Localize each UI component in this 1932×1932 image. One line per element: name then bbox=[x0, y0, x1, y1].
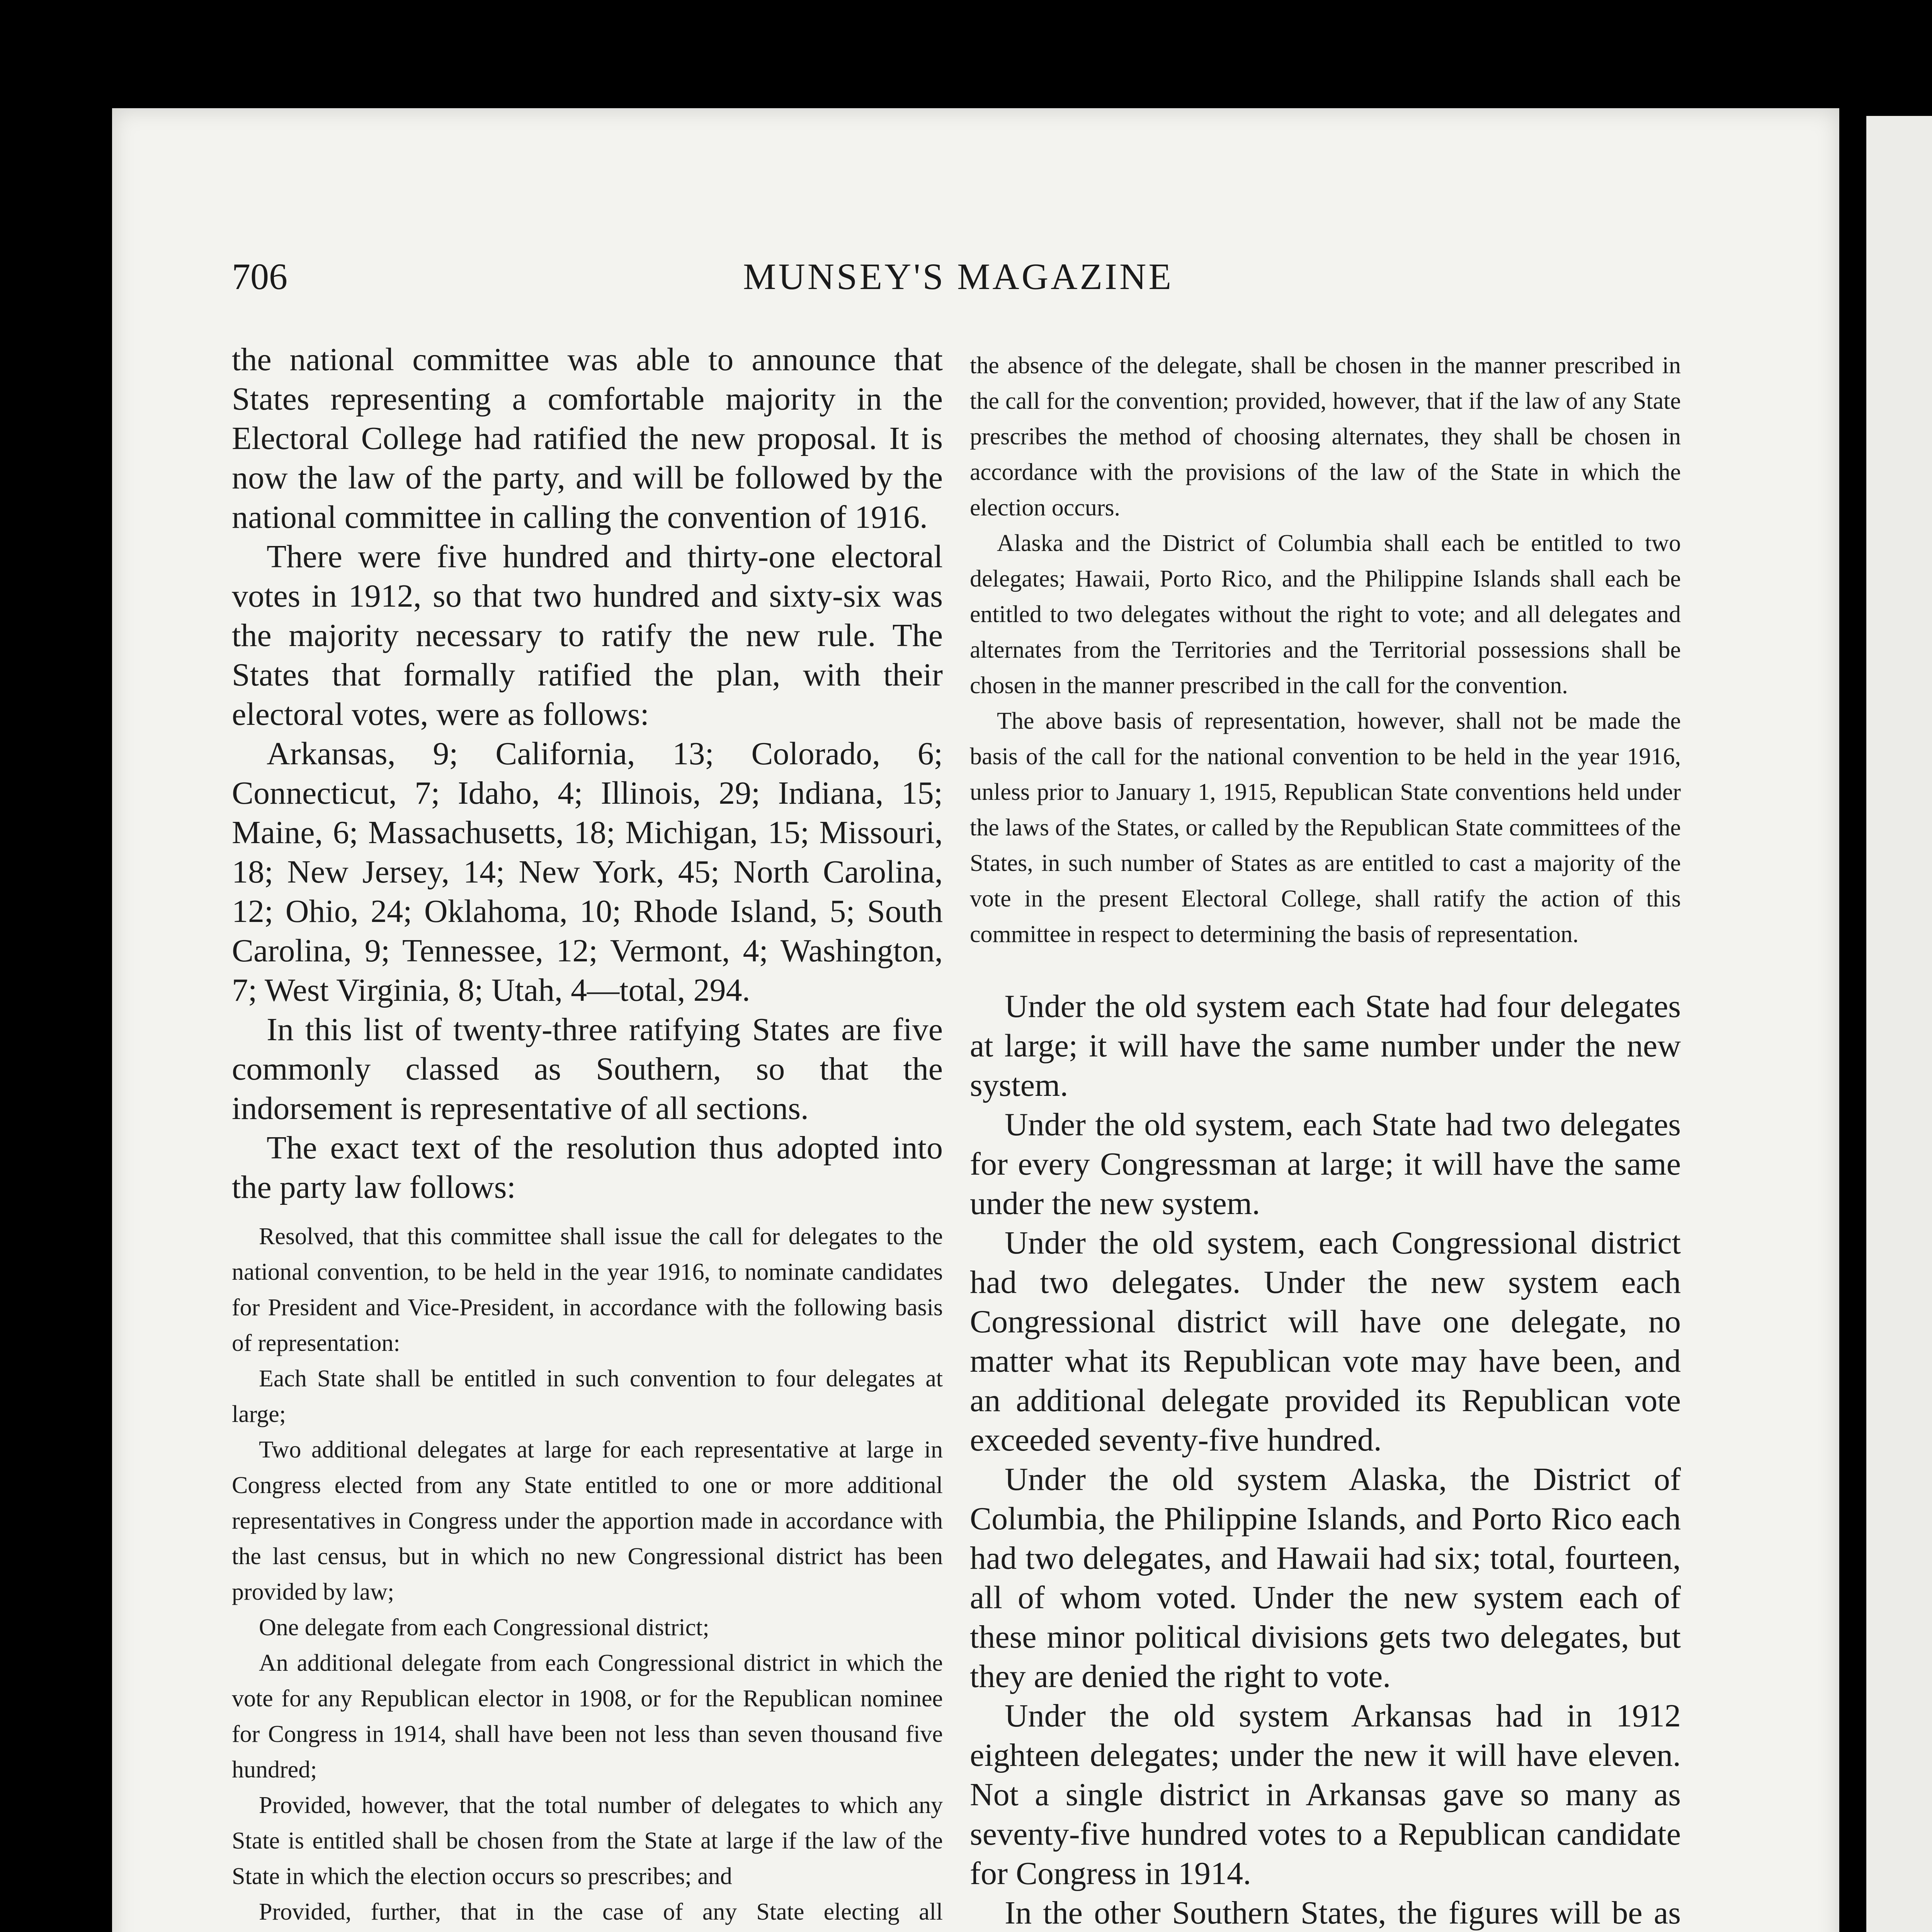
state-list-paragraph: Arkansas, 9; California, 13; Colorado, 6; Connecticut, 7; Idaho, 4; Illinois, 29; Indiana, 15; Maine, 6; Massachusetts, 18; Michigan, 15; Missouri, 18; New Jersey, 14; New York, 45; North Carolina, 12; Ohio, 24; Oklahoma, 10; Rhode Island, 5; South Carolina, 9; Tennessee, 12; Vermont, 4; Washington, 7; West Virginia, 8; Utah, 4—total, 294. bbox=[232, 736, 943, 1008]
body-paragraph: Under the old system each State had four delegates at large; it will have the same number under the new system. bbox=[970, 988, 1681, 1103]
page-number: 706 bbox=[232, 256, 287, 297]
body-paragraph: In this list of twenty-three ratifying States are five commonly classed as Southern, so that the indorsement is representative of all sections. bbox=[232, 1012, 943, 1126]
resolution-paragraph: One delegate from each Congressional district; bbox=[259, 1614, 709, 1641]
magazine-title: MUNSEY'S MAGAZINE bbox=[743, 256, 1173, 297]
body-paragraph: Under the old system, each Congressional district had two delegates. Under the new system each Congressional district will have one delegate, no matter what its Republican vote may have been, and an additional delegate provided its Republican vote exceeded seventy-five hundred. bbox=[970, 1225, 1681, 1458]
body-paragraph: In the other Southern States, the figures will be as bbox=[1005, 1895, 1681, 1931]
left-column bbox=[232, 340, 943, 1932]
body-paragraph: The exact text of the resolution thus adopted into the party law follows: bbox=[232, 1130, 943, 1205]
body-paragraph: Under the old system Arkansas had in 1912 eighteen delegates; under the new it will have eleven. Not a single district in Arkansas gave so many as seventy-five hundred votes to a Republican candidate for Congress in 1914. bbox=[970, 1698, 1681, 1891]
page-header bbox=[232, 255, 1685, 325]
right-column bbox=[970, 348, 1681, 1932]
body-paragraph: There were five hundred and thirty-one electoral votes in 1912, so that two hundred and sixty-six was the majority necessary to ratify the new rule. The States that formally ratified the plan, with their electoral votes, were as follows: bbox=[232, 539, 943, 732]
resolution-paragraph: the absence of the delegate, shall be chosen in the manner prescribed in the call for the convention; provided, however, that if the law of any State prescribes the method of choosing alternates, they shall be chosen in accordance with the provisions of the law of the State in which the election occurs. bbox=[970, 352, 1681, 521]
resolution-paragraph: Provided, further, that in the case of any State electing all bbox=[259, 1899, 943, 1925]
resolution-paragraph: Resolved, that this committee shall issue the call for delegates to the national convention, to be held in the year 1916, to nominate candidates for President and Vice-President, in accordance with the following basis of representation: bbox=[232, 1223, 943, 1356]
resolution-paragraph: An additional delegate from each Congressional district in which the vote for any Republican elector in 1908, or for the Republican nominee for Congress in 1914, shall have been not less than seven thousand five hundred; bbox=[232, 1650, 943, 1783]
body-paragraph: Under the old system, each State had two delegates for every Congressman at large; it will have the same under the new system. bbox=[970, 1107, 1681, 1221]
body-paragraph: Under the old system Alaska, the District of Columbia, the Philippine Islands, and Porto Rico each had two delegates, and Hawaii had six; total, fourteen, all of whom voted. Under the new system each of these minor political divisions gets two delegates, but they are denied the right to vote. bbox=[970, 1461, 1681, 1694]
resolution-paragraph: Provided, however, that the total number of delegates to which any State is entitled shall be chosen from the State at large if the law of the State in which the election occurs so prescribes; and bbox=[232, 1792, 943, 1889]
body-paragraph: the national committee was able to announce that States representing a comfortable majority in the Electoral College had ratified the new proposal. It is now the law of the party, and will be followed by the national committee in calling the convention of 1916. bbox=[232, 342, 943, 535]
resolution-paragraph: Alaska and the District of Columbia shall each be entitled to two delegates; Hawaii, Porto Rico, and the Philippine Islands shall each be entitled to two delegates without the right to vote; and all delegates and alternates from the Territories and the Territorial possessions shall be chosen in the manner prescribed in the call for the convention. bbox=[970, 530, 1681, 699]
resolution-paragraph: The above basis of representation, however, shall not be made the basis of the call for the national convention to be held in the year 1916, unless prior to January 1, 1915, Republican State conventions held under the laws of the States, or called by the Republican State committees of the States, in such number of States as are entitled to cast a majority of the vote in the present Electoral College, shall ratify the action of this committee in respect to determining the basis of representation. bbox=[970, 708, 1681, 947]
adjacent-page-edge bbox=[1866, 116, 1932, 1932]
resolution-paragraph: Two additional delegates at large for each representative at large in Congress elected from any State entitled to one or more additional representatives in Congress under the apportion made in accordance with the last census, but in which no new Congressional district has been provided by law; bbox=[232, 1437, 943, 1605]
resolution-paragraph: Each State shall be entitled in such convention to four delegates at large; bbox=[232, 1366, 943, 1427]
